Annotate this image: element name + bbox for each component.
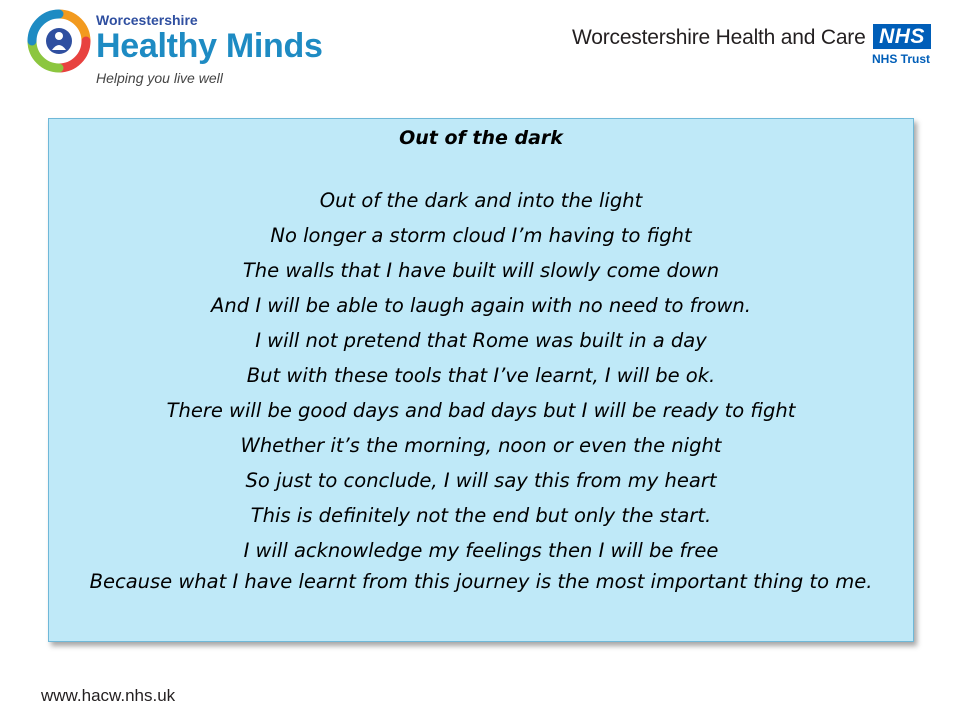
poem-line: This is definitely not the end but only the start. (250, 504, 712, 527)
poem-line: I will acknowledge my feelings then I will be free (243, 539, 719, 562)
footer-url: www.hacw.nhs.uk (41, 686, 176, 705)
poem-line: The walls that I have built will slowly come down (242, 259, 720, 282)
poem-line: There will be good days and bad days but I will be ready to fight (166, 399, 796, 422)
poem-line: So just to conclude, I will say this from my heart (245, 469, 717, 492)
healthy-minds-wordmark (96, 12, 323, 87)
healthy-minds-logo-icon (26, 8, 92, 90)
poem-line: But with these tools that I’ve learnt, I will be ok. (246, 364, 716, 387)
nhs-badge-logo: NHS (873, 24, 931, 49)
poem-line: Whether it’s the morning, noon or even the night (240, 434, 722, 457)
logo-name: Healthy Minds (96, 27, 323, 65)
poem-line: Out of the dark and into the light (319, 189, 643, 212)
poem-box (48, 118, 914, 642)
poem-title: Out of the dark (399, 127, 563, 149)
trust-subtitle: NHS Trust (871, 52, 930, 66)
logo-tagline: Helping you live well (96, 70, 223, 86)
poem-line: Because what I have learnt from this journey is the most important thing to me. (89, 570, 873, 593)
poem-line: And I will be able to laugh again with no need to frown. (211, 294, 751, 317)
poem-line: No longer a storm cloud I’m having to fight (270, 224, 692, 247)
logo-county: Worcestershire (96, 12, 198, 28)
trust-name: Worcestershire Health and Care (572, 26, 866, 49)
poem-line: I will not pretend that Rome was built in a day (255, 329, 707, 352)
poem-body (49, 183, 913, 593)
